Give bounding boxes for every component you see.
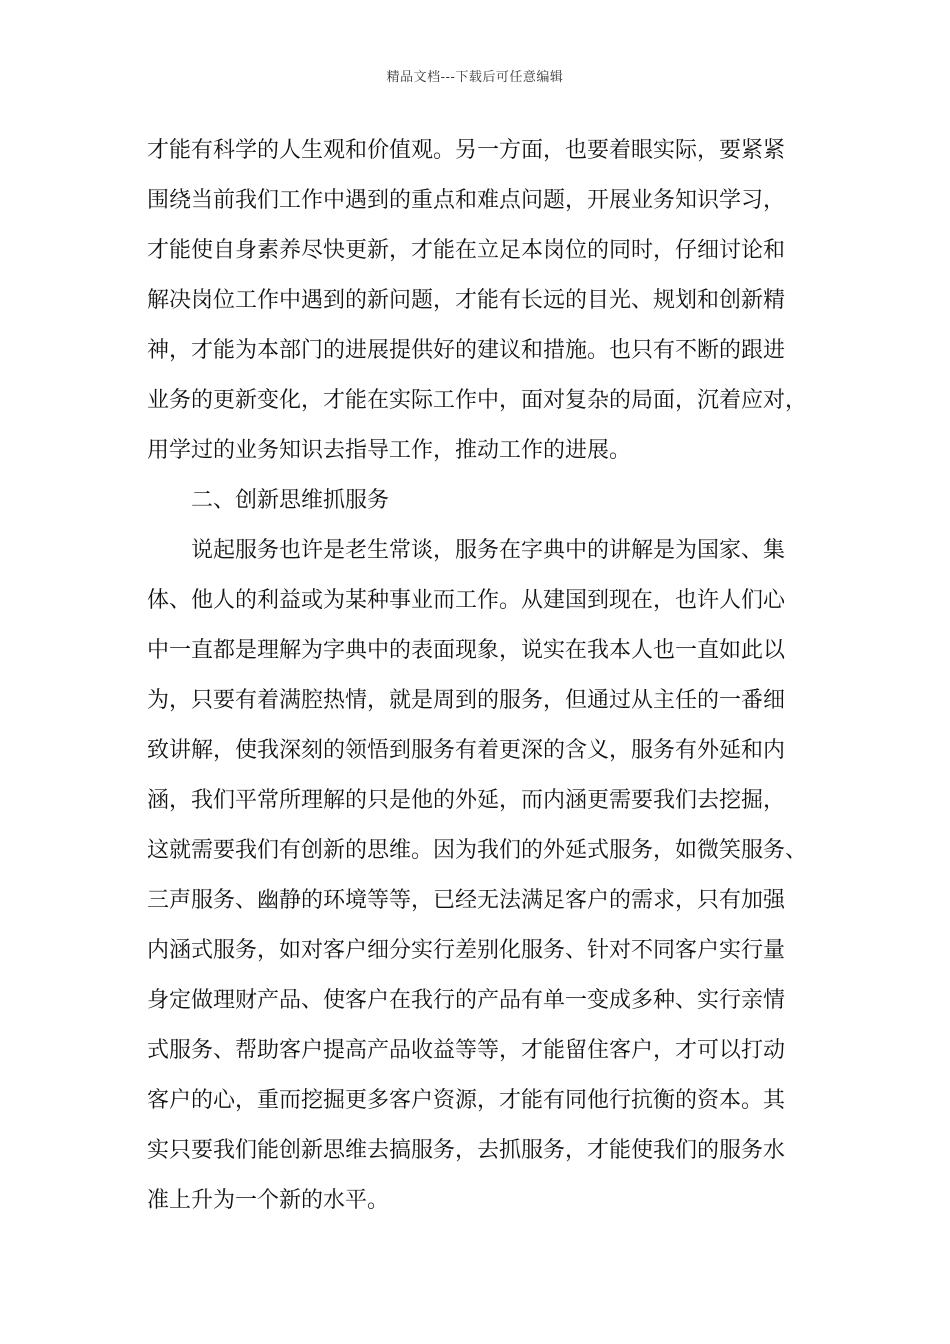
text-line: 为，只要有着满腔热情，就是周到的服务，但通过从主任的一番细	[147, 688, 786, 713]
text-line: 客户的心，重而挖掘更多客户资源，才能有同他行抗衡的资本。其	[147, 1088, 786, 1113]
text-line: 业务的更新变化，才能在实际工作中，面对复杂的局面，沉着应对，	[147, 388, 808, 413]
text-line: 围绕当前我们工作中遇到的重点和难点问题，开展业务知识学习，	[147, 188, 786, 213]
text-line: 式服务、帮助客户提高产品收益等等，才能留住客户，才可以打动	[147, 1038, 786, 1063]
section-heading: 二、创新思维抓服务	[191, 488, 390, 513]
text-line: 神，才能为本部门的进展提供好的建议和措施。也只有不断的跟进	[147, 338, 786, 363]
text-line: 身定做理财产品、使客户在我行的产品有单一变成多种、实行亲情	[147, 988, 786, 1013]
text-line: 用学过的业务知识去指导工作，推动工作的进展。	[147, 438, 632, 463]
page-header: 精品文档---下载后可任意编辑	[386, 70, 564, 85]
text-line: 体、他人的利益或为某种事业而工作。从建国到现在，也许人们心	[147, 588, 786, 613]
body-text	[147, 126, 827, 1226]
text-line: 这就需要我们有创新的思维。因为我们的外延式服务，如微笑服务、	[147, 838, 808, 863]
text-line: 实只要我们能创新思维去搞服务，去抓服务，才能使我们的服务水	[147, 1138, 786, 1163]
text-line: 中一直都是理解为字典中的表面现象，说实在我本人也一直如此以	[147, 638, 786, 663]
text-line: 才能有科学的人生观和价值观。另一方面，也要着眼实际，要紧紧	[147, 138, 786, 163]
text-line: 涵，我们平常所理解的只是他的外延，而内涵更需要我们去挖掘，	[147, 788, 786, 813]
paragraph-first-line: 说起服务也许是老生常谈，服务在字典中的讲解是为国家、集	[191, 538, 786, 563]
text-line: 才能使自身素养尽快更新，才能在立足本岗位的同时，仔细讨论和	[147, 238, 786, 263]
text-line: 内涵式服务，如对客户细分实行差别化服务、针对不同客户实行量	[147, 938, 786, 963]
text-line: 三声服务、幽静的环境等等，已经无法满足客户的需求，只有加强	[147, 888, 786, 913]
text-line: 解决岗位工作中遇到的新问题，才能有长远的目光、规划和创新精	[147, 288, 786, 313]
text-line: 致讲解，使我深刻的领悟到服务有着更深的含义，服务有外延和内	[147, 738, 786, 763]
text-line: 准上升为一个新的水平。	[147, 1188, 390, 1213]
